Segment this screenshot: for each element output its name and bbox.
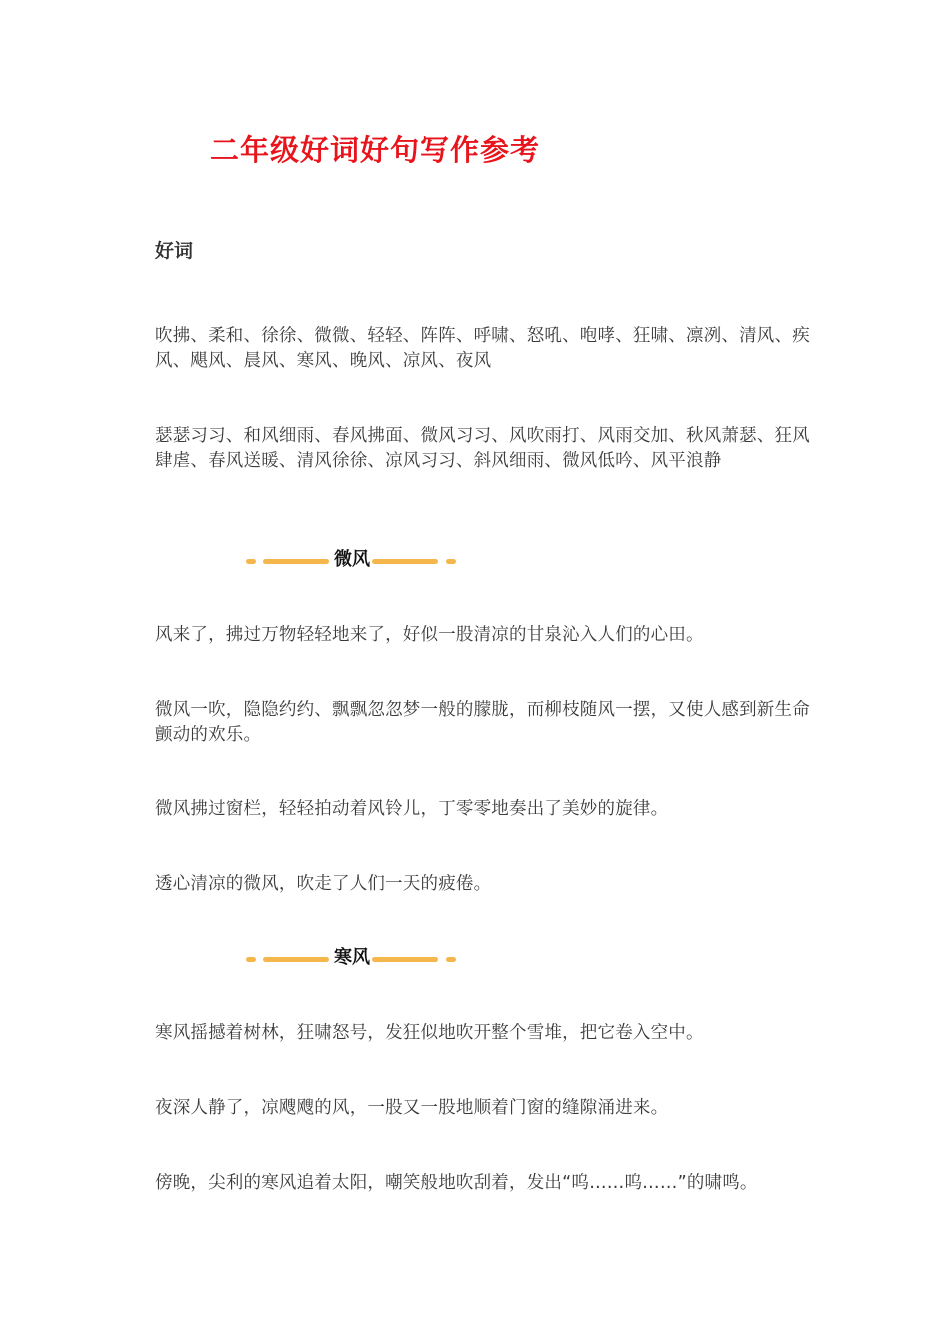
word-list-single: 吹拂、柔和、徐徐、微微、轻轻、阵阵、呼啸、怒吼、咆哮、狂啸、凛冽、清风、疾风、飓风、晨风、寒风、晚风、凉风、夜风 (155, 326, 810, 371)
divider-cold-wind (246, 946, 466, 972)
sentence-breeze-2: 微风一吹，隐隐约约、飘飘忽忽梦一般的朦胧，而柳枝随风一摆，又使人感到新生命颤动的欢乐。 (155, 700, 810, 745)
divider-bar-left (263, 957, 329, 962)
sentence-breeze-1: 风来了，拂过万物轻轻地来了，好似一股清凉的甘泉沁入人们的心田。 (155, 625, 704, 645)
divider-breeze (246, 548, 466, 574)
word-list-idioms: 瑟瑟习习、和风细雨、春风拂面、微风习习、风吹雨打、风雨交加、秋风萧瑟、狂风肆虐、春风送暖、清风徐徐、凉风习习、斜风细雨、微风低吟、风平浪静 (155, 426, 810, 471)
divider-dot-left (246, 957, 256, 962)
section-heading-good-words: 好词 (155, 240, 194, 262)
divider-bar-right (372, 559, 438, 564)
sentence-breeze-3: 微风拂过窗栏，轻轻拍动着风铃儿，丁零零地奏出了美妙的旋律。 (155, 799, 669, 819)
subheading-breeze: 微风 (334, 549, 370, 570)
page-title: 二年级好词好句写作参考 (210, 133, 541, 167)
divider-bar-left (263, 559, 329, 564)
sentence-cold-wind-2: 夜深人静了，凉飕飕的风，一股又一股地顺着门窗的缝隙涌进来。 (155, 1098, 669, 1118)
sentence-cold-wind-3: 傍晚，尖利的寒风追着太阳，嘲笑般地吹刮着，发出“呜……呜……”的啸鸣。 (155, 1173, 758, 1193)
divider-dot-right (446, 559, 456, 564)
divider-dot-right (446, 957, 456, 962)
sentence-breeze-4: 透心清凉的微风，吹走了人们一天的疲倦。 (155, 874, 492, 894)
sentence-cold-wind-1: 寒风摇撼着树林，狂啸怒号，发狂似地吹开整个雪堆，把它卷入空中。 (155, 1023, 704, 1043)
subheading-cold-wind: 寒风 (334, 947, 370, 968)
divider-bar-right (372, 957, 438, 962)
divider-dot-left (246, 559, 256, 564)
